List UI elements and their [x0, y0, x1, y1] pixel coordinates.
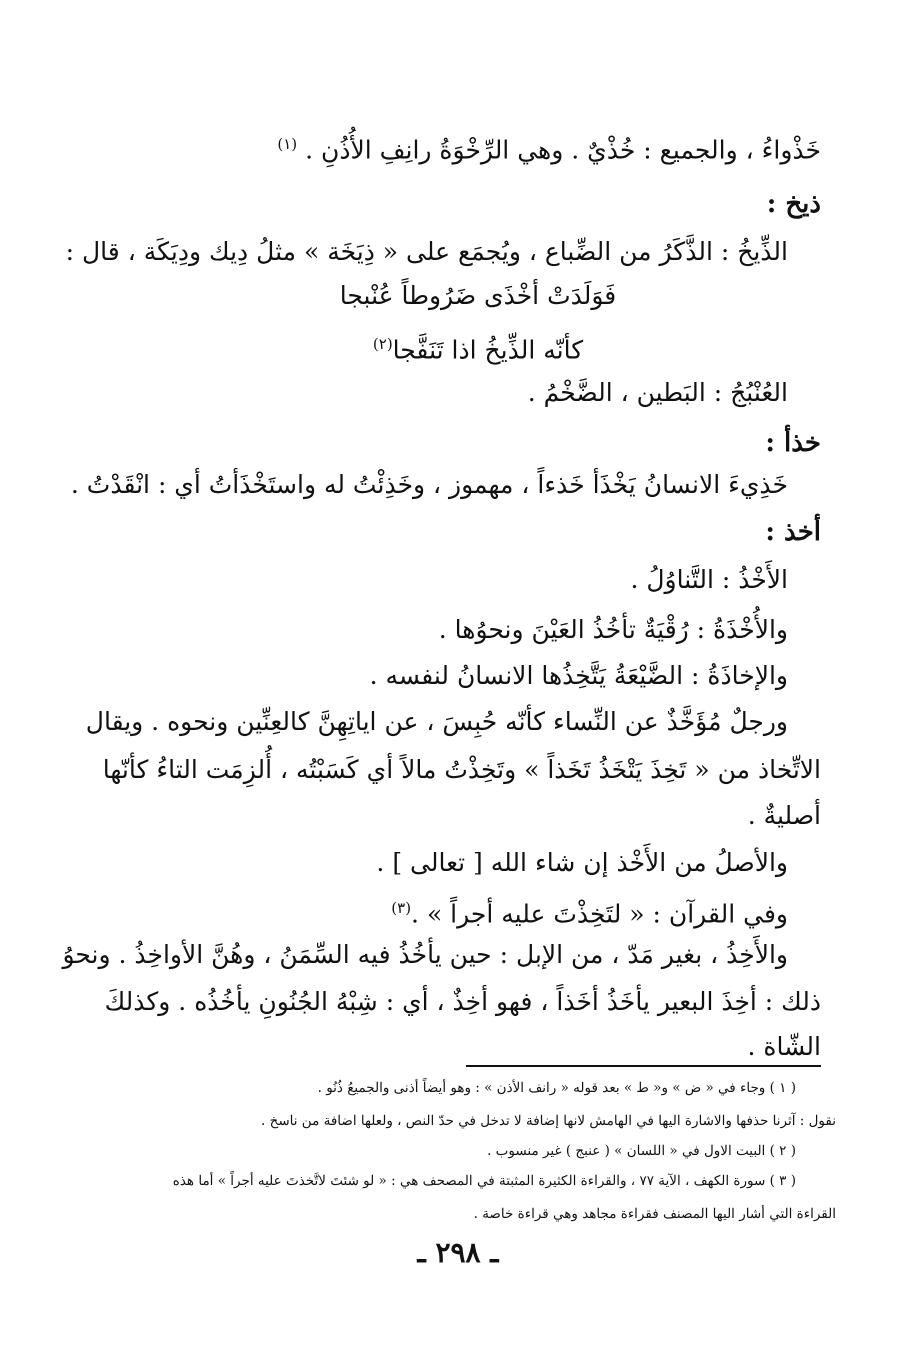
- verse-line-content: كأنّه الذِّيخُ اذا تَنَفَّجا: [392, 335, 584, 365]
- footnote: ( ١ ) وجاء في « ض » و« ط » بعد قوله « رانف الأذن » : وهو أيضاً أذنى والجميعُ ذُنُو .: [317, 1080, 796, 1096]
- text-line: الشّاة .: [747, 1032, 821, 1061]
- text-line: خَذِيءَ الانسانُ يَخْذَأ خَذءاً ، مهموز ، وخَذِئْتُ له واستَخْذَأتُ أي : انْقَدْتُ .: [70, 470, 788, 499]
- entry-heading: خذأ :: [765, 428, 821, 458]
- footnote-marker: (٢): [372, 335, 393, 353]
- footnote: ( ٢ ) البيت الاول في « اللسان » ( عنبج ) غير منسوب .: [487, 1143, 796, 1159]
- footnote-marker: (١): [277, 135, 298, 153]
- verse-line: [0, 324, 916, 370]
- text-line: ورجلٌ مُؤَخَّذٌ عن النِّساء كأنّه حُبِسَ ، عن اياتِهِنَّ كالعِنِّين ونحوه . ويقال: [85, 707, 788, 736]
- text-line: الأَخْذُ : التَّناوُلُ .: [630, 565, 788, 594]
- entry-heading: ذيخ :: [766, 189, 821, 219]
- footnote-marker: (٣): [391, 899, 412, 917]
- text-line: [95, 888, 788, 934]
- text-line: ذلك : أخِذَ البعير يأخَذُ أخَذاً ، فهو أخِذٌ ، أي : شِبْهُ الجُنُونِ يأخُذُه . وكذلكَ: [104, 987, 821, 1016]
- footnote: ( ٣ ) سورة الكهف ، الآية ٧٧ ، والقراءة الكثيرة المثبتة في المصحف هي : « لو شئتَ لاتَّخذتَ عليه أجراً » أما هذه: [172, 1173, 796, 1189]
- text-line: والأصلُ من الأَخْذ إن شاء الله [ تعالى ] .: [376, 848, 788, 877]
- text-line: [95, 124, 821, 170]
- entry-heading: أخذ :: [765, 517, 821, 547]
- text-line: الاتِّخاذ من « تَخِذَ يَتْخَذُ تَخَذاً » وتَخِذْتُ مالاً أي كَسَبْتُه ، أُلزِمَت التاءُ كأنّها: [102, 755, 821, 784]
- text-line: أصليةٌ .: [747, 801, 821, 830]
- text-line: الذِّيخُ : الذَّكَرُ من الضِّباع ، ويُجمَع على « ذِيَخَة » مثلُ دِيك ودِيَكَة ، قال :: [65, 237, 788, 266]
- page-number: ـ ٢٩٨ ـ: [417, 1236, 499, 1269]
- footnote-separator: [466, 1065, 821, 1067]
- text-line: والإخاذَةُ : الضَّيْعَةُ يَتَّخِذُها الانسانُ لنفسه .: [369, 661, 788, 690]
- footnote: نقول : آثرنا حذفها والاشارة اليها في الهامش لانها إضافة لا تدخل في حدّ النص ، ولعلها اضافة من ناسخ .: [261, 1113, 836, 1129]
- text-line: والأَخِذُ ، بغير مَدّ ، من الإبل : حين يأخُذُ فيه السِّمَنُ ، وهُنَّ الأواخِذُ . ونحوُ: [62, 940, 788, 969]
- text-line: والأُخْذَةُ : رُقْيَةٌ تأخُذُ العَيْنَ ونحوُها .: [438, 615, 788, 644]
- verse-line: فَوَلَدَتْ أخْذَى ضَرُوطاً عُنْبجا: [339, 281, 617, 310]
- text-line-content: وفي القرآن : « لتَخِذْتَ عليه أجراً » .: [411, 899, 788, 929]
- footnote: القراءة التي أشار اليها المصنف فقراءة مجاهد وهي قراءة خاصة .: [473, 1206, 836, 1222]
- text-line-content: خَذْواءُ ، والجميع : خُذْيٌ . وهي الرِّخْوَةُ رانِفِ الأُذُنِ .: [305, 135, 821, 165]
- text-line: العُنْبُجُ : البَطين ، الضَّخْمُ .: [527, 378, 788, 407]
